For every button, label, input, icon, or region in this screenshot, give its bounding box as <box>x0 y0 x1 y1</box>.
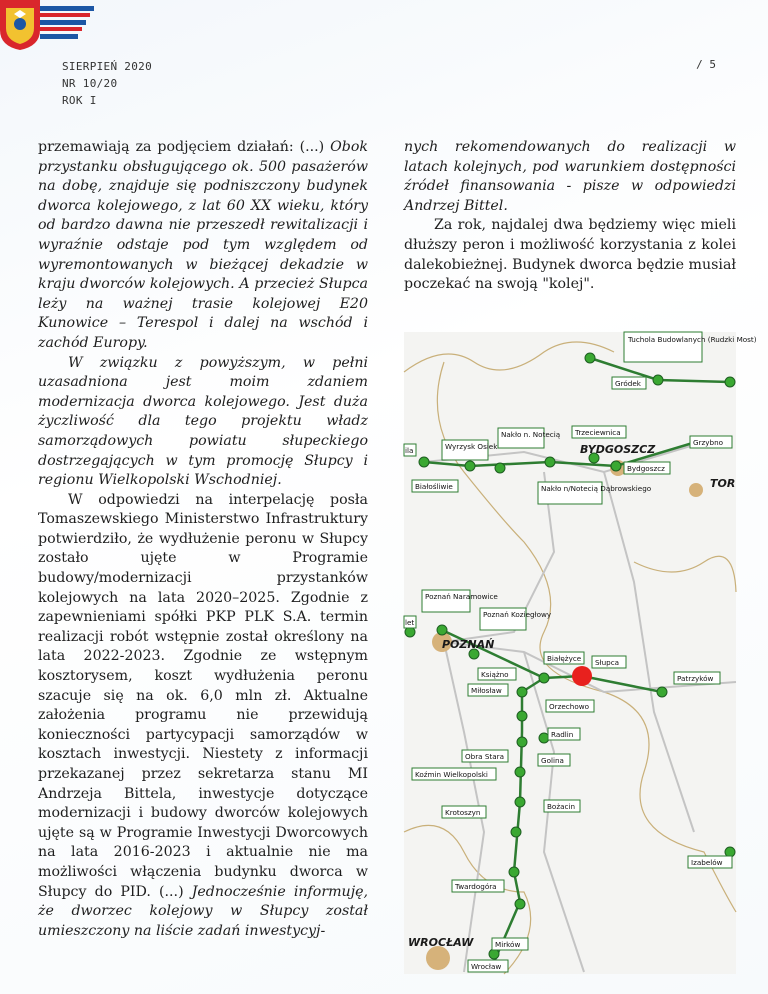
station-label <box>544 652 584 664</box>
svg-text:Gródek: Gródek <box>615 379 641 388</box>
svg-text:Słupca: Słupca <box>595 658 620 667</box>
station-label <box>546 700 594 712</box>
region-logo <box>0 0 96 50</box>
paragraph-3-body: W odpowiedzi na interpelację posła Tomaszewskiego Ministerstwo Infrastruktury potwierdziło, że wydłużenie peronu w Słupcy zostało ujęte w Programie budowy/modernizacji przystanków kolejowych na lata 2020–2025. Zgodnie z zapewnieniami spółki PKP PLK S.A. termin realizacji robót wstępnie został określony na lata 2022-2023. Zgodnie ze wstępnym kosztorysem, koszt wydłużenia peronu szacuje się na ok. 6,0 mln zł. Aktualne założenia programu nie przewidują konieczności partycypacji samorządów w kosztach inwestycji. Niestety z informacji przekazanej przez sekretarza stanu MI Andrzeja Bittela, inwestycje dotyczące modernizacji i budowy dworców kolejowych ujęte są w Programie Inwestycji Dworcowych na lata 2016-2023 i aktualnie nie ma możliwości włączenia budynku dworca w Słupcy do PID. (...) <box>38 491 368 900</box>
issue-meta <box>62 58 152 109</box>
station-label <box>404 616 416 628</box>
svg-text:ila: ila <box>405 446 414 455</box>
station-label <box>412 768 496 780</box>
station-label <box>442 806 486 818</box>
svg-text:Nakło n. Notecią: Nakło n. Notecią <box>501 430 561 439</box>
city-label: POZNAŃ <box>442 638 495 651</box>
svg-text:Orzechowo: Orzechowo <box>549 702 589 711</box>
slupca-highlight <box>572 666 592 686</box>
city-label: WROCŁAW <box>408 936 474 949</box>
svg-text:Trzeciewnica: Trzeciewnica <box>575 428 621 437</box>
station-label <box>624 332 757 362</box>
station-label <box>462 750 508 762</box>
station-label <box>544 800 580 812</box>
station-label <box>548 728 580 740</box>
city-label: TOR <box>710 477 736 490</box>
svg-text:Grzybno: Grzybno <box>693 438 724 447</box>
station-label <box>452 880 504 892</box>
svg-text:Radlin: Radlin <box>551 730 574 739</box>
paragraph-continuation: nych rekomendowanych do realizacji w latach kolejnych, pod warunkiem dostępności źródeł finansowania - pisze w odpowiedzi Andrzej Bittel. <box>404 139 736 214</box>
station-label <box>468 960 508 972</box>
left-column <box>38 138 368 941</box>
station-label <box>468 684 508 696</box>
station-label <box>478 668 516 680</box>
station-label <box>572 426 626 438</box>
city-label: BYDGOSZCZ <box>580 443 656 456</box>
svg-text:Poznań Naramowice: Poznań Naramowice <box>425 592 498 601</box>
svg-text:Bożacin: Bożacin <box>547 802 576 811</box>
right-column <box>404 138 736 295</box>
railway-map-svg <box>404 332 757 974</box>
paragraph-2: W związku z powyższym, w pełni uzasadniona jest moim zdaniem modernizacja dworca kolejowego. Jest duża życzliwość dla tego projektu władz samorządowych powiatu słupeckiego dostrzegających w tym promocję Słupcy i regionu Wielkopolski Wschodniej. <box>38 354 368 489</box>
issue-year: ROK I <box>62 94 97 107</box>
svg-text:Białężyce: Białężyce <box>547 654 582 663</box>
station-label <box>592 656 626 668</box>
svg-text:Miłosław: Miłosław <box>471 686 502 695</box>
svg-text:Białośliwie: Białośliwie <box>415 482 453 491</box>
svg-text:Patrzyków: Patrzyków <box>677 674 714 683</box>
station-label <box>612 377 646 389</box>
svg-text:Poznań Koziegłowy: Poznań Koziegłowy <box>483 610 552 619</box>
page-number: / 5 <box>696 58 716 71</box>
svg-text:Tuchola Budowlanych (Rudzki Mo: Tuchola Budowlanych (Rudzki Most) <box>628 335 757 344</box>
svg-text:Izabelów: Izabelów <box>691 858 723 867</box>
svg-text:Wrocław: Wrocław <box>471 962 502 971</box>
station-label <box>688 856 732 868</box>
svg-text:Obra Stara: Obra Stara <box>465 752 505 761</box>
svg-text:Golina: Golina <box>541 756 564 765</box>
paragraph-1-intro: przemawiają za podjęciem działań: (...) <box>38 139 331 155</box>
paragraph-closing: Za rok, najdalej dwa będziemy więc mieli dłuższy peron i możliwość korzystania z kolei dalekobieżnej. Budynek dworca będzie musiał poczekać na swoją "kolej". <box>404 217 736 293</box>
paragraph-1 <box>38 138 368 354</box>
svg-text:Krotoszyn: Krotoszyn <box>445 808 481 817</box>
paragraph-3-quote: Jednocześnie informuję, że dworzec kolejowy w Słupcy został umieszczony na liście zadań inwestycyj- <box>38 883 368 939</box>
station-label <box>412 480 458 492</box>
svg-text:let: let <box>405 618 415 627</box>
station-label <box>538 754 570 766</box>
station-label <box>492 938 528 950</box>
svg-text:Wyrzysk Osiek: Wyrzysk Osiek <box>445 442 498 451</box>
svg-text:Nakło n/Notecią Dąbrowskiego: Nakło n/Notecią Dąbrowskiego <box>541 484 652 493</box>
issue-number: NR 10/20 <box>62 77 118 90</box>
svg-text:Koźmin Wielkopolski: Koźmin Wielkopolski <box>415 770 488 779</box>
svg-text:Mirków: Mirków <box>495 940 521 949</box>
station-label <box>624 462 670 474</box>
svg-text:Książno: Książno <box>481 670 509 679</box>
svg-text:Twardogóra: Twardogóra <box>455 882 497 891</box>
paragraph-3 <box>38 491 368 942</box>
paragraph-1-quote: Obok przystanku obsługującego ok. 500 pasażerów na dobę, znajduje się podniszczony budynek dworca kolejowego, z lat 60 XX wieku, który od bardzo dawna nie przeszedł rewitalizacji i wyraźnie odstaje pod tym względem od wyremontowanych w bieżącej dekadzie w kraju dworców kolejowych. A przecież Słupca leży na ważnej trasie kolejowej E20 Kunowice – Terespol i dalej na wschód i zachód Europy. <box>38 139 368 351</box>
station-label <box>404 444 416 456</box>
station-label <box>690 436 732 448</box>
railway-map <box>404 332 757 974</box>
station-label <box>674 672 720 684</box>
issue-date: SIERPIEŃ 2020 <box>62 60 152 73</box>
svg-text:Bydgoszcz: Bydgoszcz <box>627 464 665 473</box>
